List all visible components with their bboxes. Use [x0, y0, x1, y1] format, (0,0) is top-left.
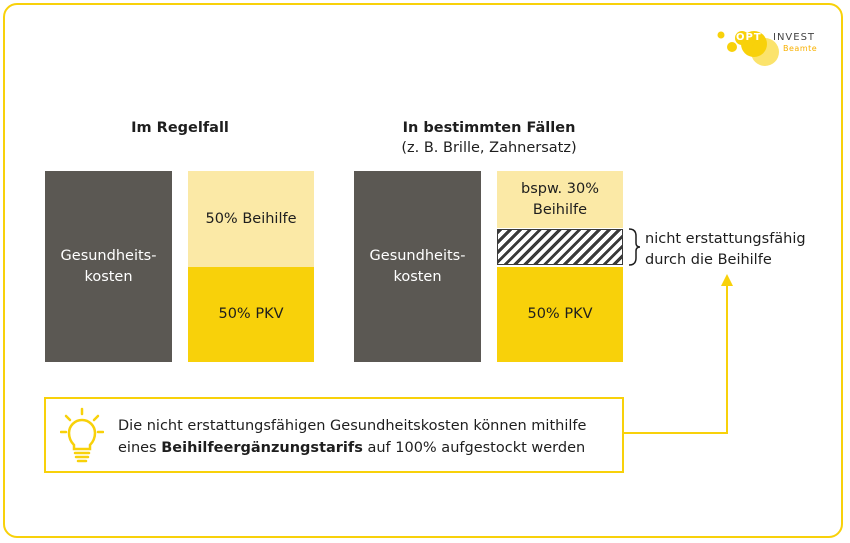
logo-word-beamte: Beamte — [783, 44, 818, 53]
right-subheading: (z. B. Brille, Zahnersatz) — [401, 140, 577, 156]
right-beihilfe-label: bspw. 30% Beihilfe — [521, 180, 599, 218]
callout-line-1: Die nicht erstattungsfähigen Gesundheitskosten können mithilfe — [118, 418, 587, 434]
callout-line-2-start: eines — [118, 440, 162, 456]
logo-word-invest: INVEST — [773, 32, 816, 43]
left-cost-label: Gesundheits- kosten — [60, 247, 157, 285]
arrow-line — [624, 285, 727, 433]
callout-line-2-end: auf 100% aufgestockt werden — [362, 440, 586, 456]
right-cost-label: Gesundheits- kosten — [369, 247, 466, 285]
brace-icon — [629, 229, 640, 265]
arrow-head-icon — [721, 274, 733, 286]
left-beihilfe-label: 50% Beihilfe — [205, 210, 297, 227]
callout-text — [118, 415, 586, 459]
not-reimbursable-note — [645, 229, 806, 271]
right-pkv-label: 50% PKV — [527, 306, 593, 322]
note-line-1: nicht erstattungsfähig — [645, 231, 806, 247]
note-line-2: durch die Beihilfe — [645, 252, 772, 268]
callout-line-2 — [118, 437, 586, 459]
lightbulb-icon — [60, 407, 104, 467]
right-heading-text: In bestimmten Fällen — [402, 120, 576, 136]
callout-tariff-name: Beihilfeergänzungstarifs — [161, 440, 363, 456]
info-callout — [44, 397, 624, 473]
left-heading-text: Im Regelfall — [131, 120, 229, 136]
left-pkv-label: 50% PKV — [218, 306, 284, 322]
logo-word-opt: OPT — [736, 32, 762, 43]
